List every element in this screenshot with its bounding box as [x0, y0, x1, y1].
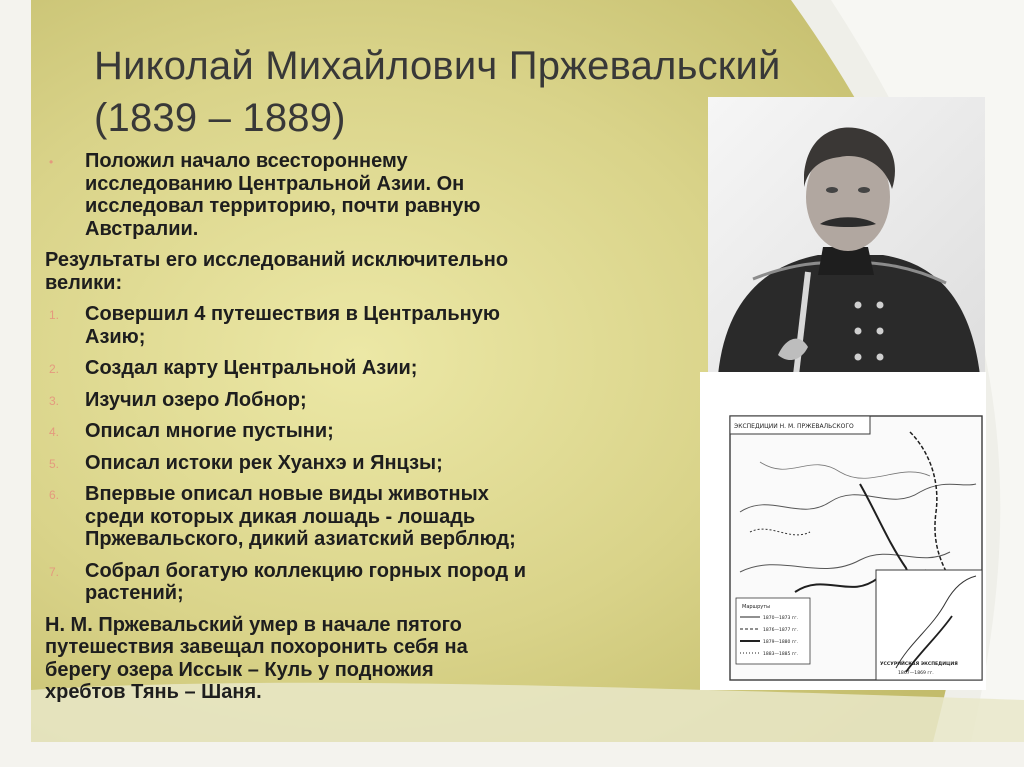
list-number: 7.: [49, 564, 60, 579]
map-header: ЭКСПЕДИЦИИ Н. М. ПРЖЕВАЛЬСКОГО: [734, 423, 854, 430]
list-item: 2. Создал карту Центральной Азии;: [49, 357, 418, 379]
map-legend-item: 1876—1877 гг.: [763, 628, 798, 633]
map-legend-item: 1883—1885 гг.: [763, 652, 798, 657]
list-item: 6. Впервые описал новые виды животных среди которых дикая лошадь - лошадь Пржевальского, дикий азиатский верблюд;: [49, 483, 516, 550]
list-item: 7. Собрал богатую коллекцию горных пород и растений;: [49, 559, 527, 604]
map-inset-label: УССУРИЙСКАЯ ЭКСПЕДИЦИЯ: [880, 662, 958, 667]
map-legend-item: 1879—1880 гг.: [763, 640, 798, 645]
bullet-icon: •: [49, 155, 54, 169]
list-item: 1. Совершил 4 путешествия в Центральную Азию;: [49, 303, 500, 348]
list-number: 2.: [49, 362, 60, 376]
title-name: Николай Михайлович Пржевальский: [94, 44, 781, 88]
portrait-photo: [708, 97, 985, 375]
list-number: 5.: [49, 456, 60, 471]
expeditions-map: [700, 372, 986, 690]
list-number: 3.: [49, 393, 60, 408]
list-item: 3. Изучил озеро Лобнор;: [49, 388, 307, 411]
slide-title: [94, 40, 781, 144]
list-number: 6.: [49, 488, 60, 502]
list-number: 1.: [49, 308, 60, 322]
presentation-slide: [31, 0, 1024, 742]
list-item: 5. Описал истоки рек Хуанхэ и Янцзы;: [49, 451, 443, 474]
results-heading: Результаты его исследований исключительно велики:: [45, 249, 509, 294]
title-years: (1839 – 1889): [94, 96, 346, 140]
conclusion-paragraph: Н. М. Пржевальский умер в начале пятого путешествия завещал похоронить себя на берегу озера Иссык – Куль у подножия хребтов Тянь – Шаня.: [45, 613, 468, 703]
intro-item: • Положил начало всестороннему исследованию Центральной Азии. Он исследовал территорию, почти равную Австралии.: [49, 150, 481, 240]
map-inset-years: 1867—1869 гг.: [898, 671, 934, 676]
slide-content: [45, 150, 705, 704]
list-item: 4. Описал многие пустыни;: [49, 420, 334, 442]
list-number: 4.: [49, 425, 60, 439]
map-legend-title: Маршруты: [742, 604, 771, 610]
map-legend-item: 1870—1873 гг.: [763, 616, 798, 621]
